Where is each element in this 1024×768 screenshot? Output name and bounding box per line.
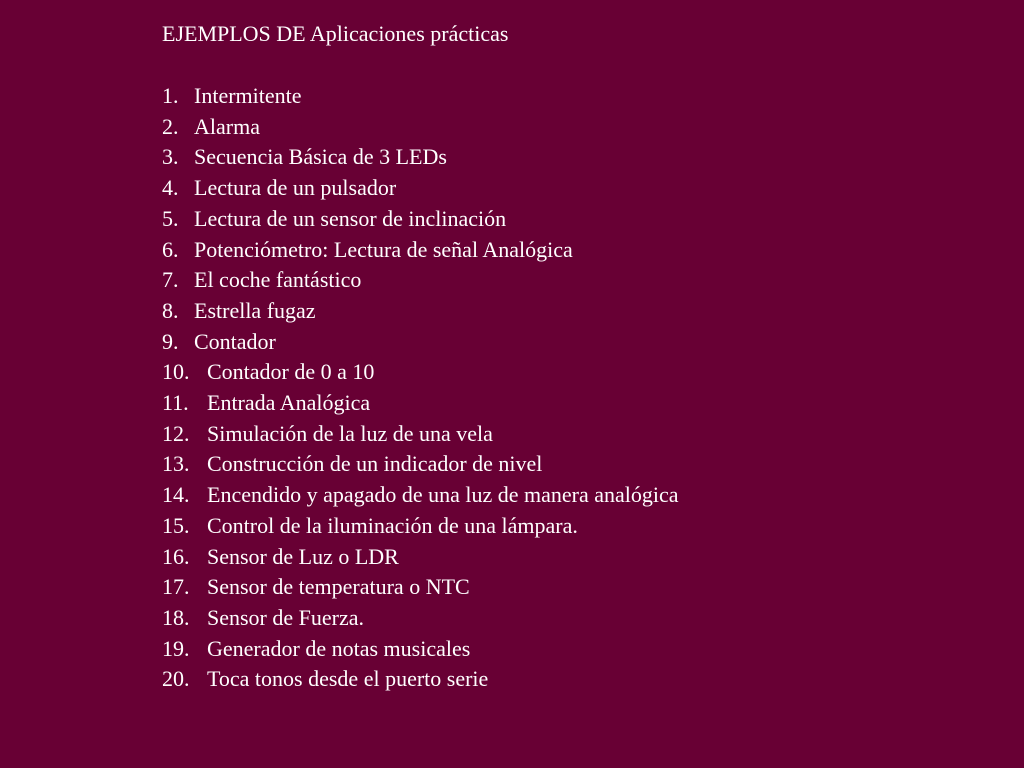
list-item — [162, 634, 679, 665]
item-number: 8. — [162, 297, 179, 323]
list-item — [162, 419, 679, 450]
examples-list — [162, 81, 679, 695]
item-text: Intermitente — [194, 83, 302, 108]
list-item — [162, 542, 679, 573]
slide-title: EJEMPLOS DE Aplicaciones prácticas — [162, 21, 509, 46]
list-item — [162, 235, 679, 266]
item-text: Simulación de la luz de una vela — [207, 420, 493, 446]
item-text: Sensor de Fuerza. — [207, 604, 365, 630]
item-text: Contador — [194, 328, 276, 354]
item-text: Estrella fugaz — [194, 297, 316, 323]
item-number: 4. — [162, 175, 179, 201]
item-text: Toca tonos desde el puerto serie — [207, 666, 489, 692]
item-number: 19. — [162, 635, 190, 661]
item-text: Secuencia Básica de 3 LEDs — [194, 144, 447, 170]
item-text: Entrada Analógica — [207, 390, 371, 416]
item-number: 1. — [162, 83, 179, 108]
item-text: El coche fantástico — [194, 267, 362, 293]
list-item — [162, 204, 679, 235]
item-number: 12. — [162, 420, 190, 446]
item-number: 9. — [162, 328, 179, 354]
item-number: 11. — [162, 390, 189, 416]
list-item — [162, 572, 679, 603]
list-item — [162, 327, 679, 358]
list-item — [162, 480, 679, 511]
item-number: 6. — [162, 236, 179, 262]
list-item — [162, 173, 679, 204]
list-item — [162, 449, 679, 480]
list-item — [162, 81, 679, 112]
item-text: Potenciómetro: Lectura de señal Analógica — [194, 236, 573, 262]
item-number: 17. — [162, 574, 190, 600]
list-item — [162, 296, 679, 327]
item-text: Generador de notas musicales — [207, 635, 471, 661]
item-number: 15. — [162, 512, 190, 538]
list-item — [162, 603, 679, 634]
item-text: Contador de 0 a 10 — [207, 359, 375, 385]
item-text: Encendido y apagado de una luz de manera analógica — [207, 482, 679, 508]
list-item — [162, 388, 679, 419]
list-item — [162, 112, 679, 143]
item-number: 10. — [162, 359, 190, 385]
item-text: Sensor de Luz o LDR — [207, 543, 399, 569]
item-text: Control de la iluminación de una lámpara. — [207, 512, 578, 538]
list-item — [162, 142, 679, 173]
item-text: Sensor de temperatura o NTC — [207, 574, 470, 600]
item-number: 16. — [162, 543, 190, 569]
list-item — [162, 265, 679, 296]
item-number: 2. — [162, 113, 179, 139]
item-text: Lectura de un pulsador — [194, 175, 397, 201]
item-number: 7. — [162, 267, 179, 293]
item-number: 18. — [162, 604, 190, 630]
item-text: Alarma — [194, 113, 260, 139]
item-number: 20. — [162, 666, 190, 692]
item-number: 5. — [162, 205, 179, 231]
list-item — [162, 511, 679, 542]
list-item — [162, 664, 679, 695]
list-item — [162, 357, 679, 388]
item-text: Construcción de un indicador de nivel — [207, 451, 543, 477]
item-number: 14. — [162, 482, 190, 508]
item-text: Lectura de un sensor de inclinación — [194, 205, 507, 231]
item-number: 3. — [162, 144, 179, 170]
item-number: 13. — [162, 451, 190, 477]
